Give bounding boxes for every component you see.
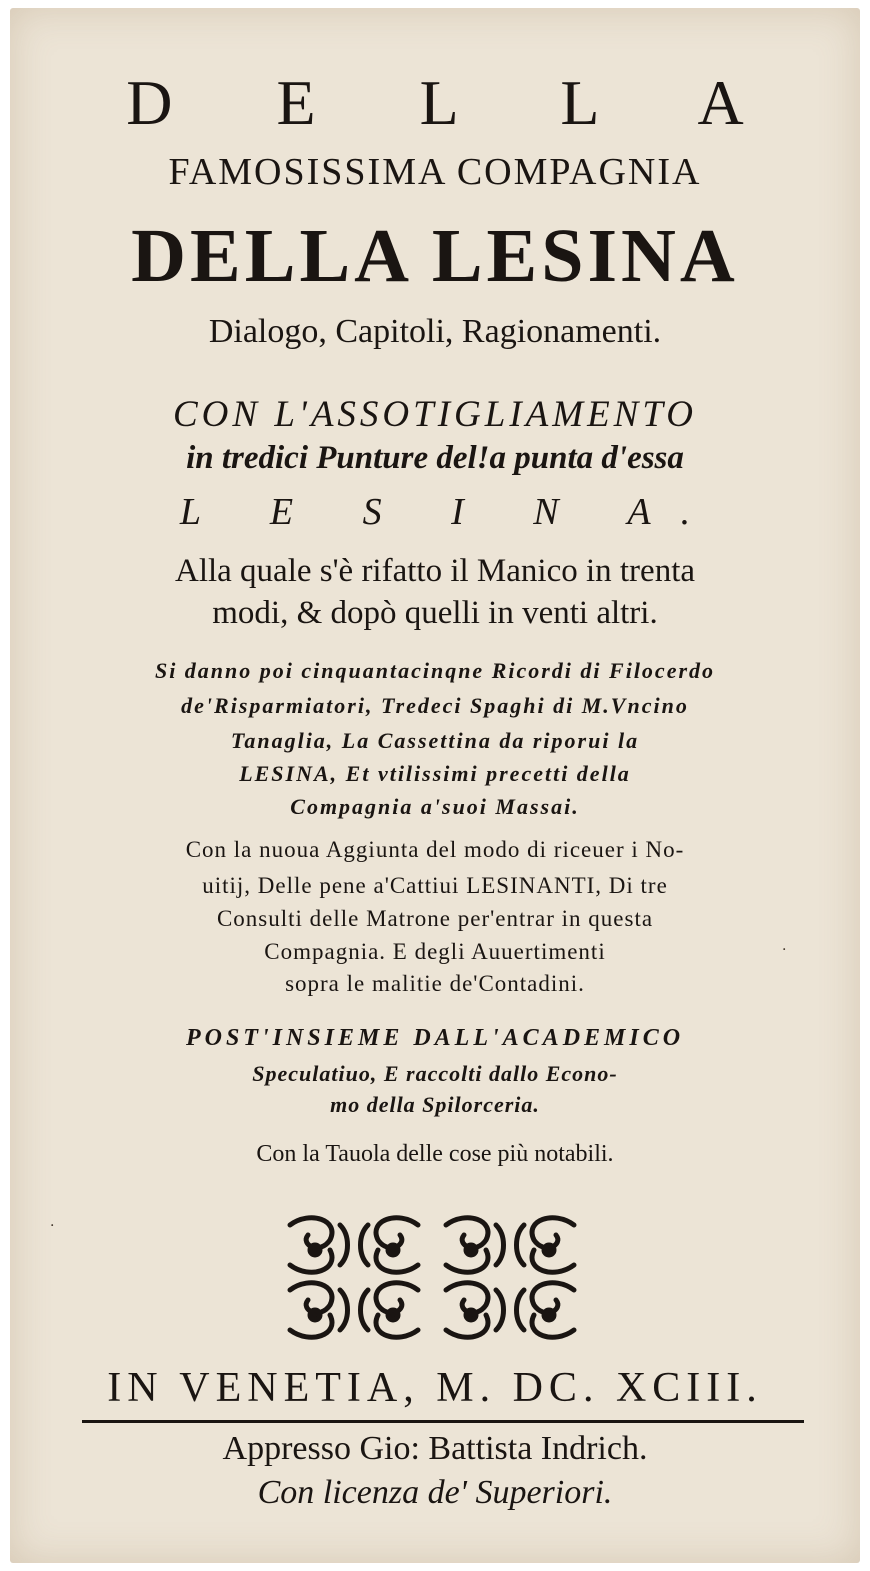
para3-line: mo della Spilorceria. [330, 1092, 540, 1117]
imprint-rule [82, 1420, 804, 1423]
para1-line: Si danno poi cinquantacinqne Ricordi di Filocerdo [154, 658, 716, 683]
imprint-place-date: IN VENETIA, M. DC. XCIII. [107, 1365, 763, 1411]
fleuron-ornament [280, 1210, 590, 1340]
para3-line: Speculatiuo, E raccolti dallo Econo- [252, 1061, 618, 1086]
title-line-della: D E L L A [126, 67, 788, 138]
para1-line: de'Risparmiatori, Tredeci Spaghi di M.Vncino [181, 693, 689, 718]
para2-line: sopra le malitie de'Contadini. [285, 971, 585, 996]
para1-line: Tanaglia, La Cassettina da riporui la [230, 728, 640, 753]
para2-line: Con la nuoua Aggiunta del modo di riceuer i No- [185, 837, 685, 862]
subtitle-tredici-punture: in tredici Punture del!a punta d'essa [186, 440, 684, 476]
para1-line: LESINA, Et vtilissimi precetti della [239, 761, 631, 786]
para2-line: Consulti delle Matrone per'entrar in questa [216, 906, 654, 931]
para2-line: uitij, Delle pene a'Cattiui LESINANTI, Di tre [202, 873, 668, 898]
imprint-printer: Appresso Gio: Battista Indrich. [222, 1430, 648, 1467]
tavola-line: Con la Tauola delle cose più notabili. [256, 1141, 614, 1167]
para1-line: Compagnia a'suoi Massai. [290, 794, 580, 819]
title-page [10, 8, 860, 1563]
fleuron-unit [290, 1218, 348, 1272]
para2-line: Compagnia. E degli Auuertimenti [264, 939, 606, 964]
main-title: DELLA LESINA [131, 214, 739, 298]
ink-speck: · [50, 1218, 55, 1234]
imprint-license: Con licenza de' Superiori. [257, 1474, 613, 1511]
para3-line: POST'INSIEME DALL'ACADEMICO [185, 1025, 685, 1051]
subtitle-modi: modi, & dopò quelli in venti altri. [212, 595, 658, 631]
subtitle-manico: Alla quale s'è rifatto il Manico in trenta [174, 553, 696, 589]
subtitle-lesina: L E S I N A. [179, 491, 721, 533]
subtitle-assotigliamento: CON L'ASSOTIGLIAMENTO [173, 394, 697, 435]
title-line-famosissima: FAMOSISSIMA COMPAGNIA [168, 151, 702, 193]
subtitle-dialogo: Dialogo, Capitoli, Ragionamenti. [208, 313, 662, 350]
ink-speck: · [782, 942, 787, 958]
